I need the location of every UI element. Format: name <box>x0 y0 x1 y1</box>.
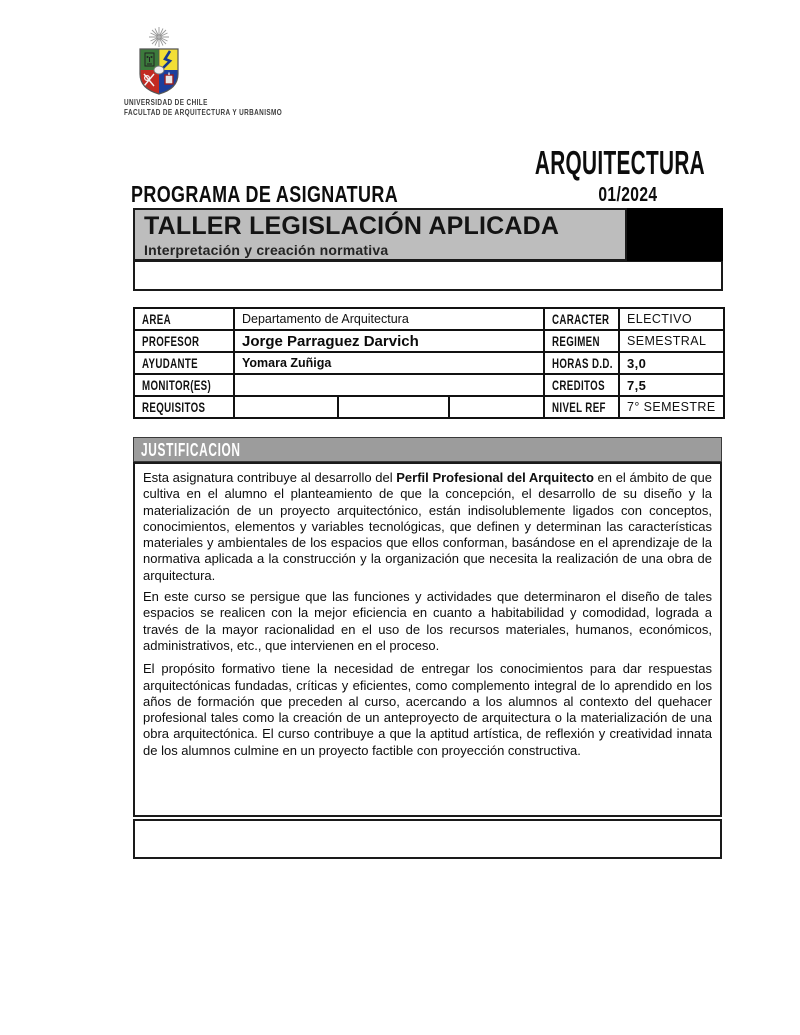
faculty-name: FACULTAD DE ARQUITECTURA Y URBANISMO <box>124 108 283 117</box>
creditos-label-cell: CREDITOS <box>544 374 619 396</box>
justification-header-bar <box>133 437 722 462</box>
table-row-profesor <box>134 330 724 352</box>
creditos-value-cell: 7,5 <box>619 374 724 396</box>
table-row-ayudante <box>134 352 724 374</box>
justification-paragraph-3: El propósito formativo tiene la necesidad de entregar los conocimientos para dar respuestas arquitectónicas fundadas, críticas y eficientes, como complemento integral de lo aprendido en los años de formación que preceden al curso, acercando a los alumnos al contexto del quehacer profesional tales como la creación de un anteproyecto de arquitectura o la materialización de una obra arquitectónica. El curso contribuye a que la aptitud artística, de reflexión y creatividad innata de los alumnos culmine en un proyecto factible con proyección constructiva. <box>143 661 712 758</box>
area-label-cell: AREA <box>134 308 234 330</box>
table-row-area <box>134 308 724 330</box>
area-value-cell: Departamento de Arquitectura <box>234 308 544 330</box>
career-title: ARQUITECTURA <box>534 144 705 181</box>
table-row-requisitos <box>134 396 724 418</box>
profesor-value-cell: Jorge Parraguez Darvich <box>234 330 544 352</box>
requisito-cell-3 <box>449 396 544 418</box>
university-crest-icon <box>128 26 190 96</box>
profesor-label-cell: PROFESOR <box>134 330 234 352</box>
course-title-box <box>133 208 627 261</box>
regimen-value-cell: SEMESTRAL <box>619 330 724 352</box>
requisito-cell-1 <box>234 396 338 418</box>
monitores-value-cell <box>234 374 544 396</box>
nivel-label-cell: NIVEL REF <box>544 396 619 418</box>
course-subtitle: Interpretación y creación normativa <box>144 242 389 258</box>
justification-paragraph-2: En este curso se persigue que las funciones y actividades que determinaron el diseño de tales espacios se realicen con la mejor eficiencia en cuanto a habitabilidad y comodidad, lograda a través de la mayor racionalidad en el uso de los recursos materiales, humanos, económicos, administrativos, etc., que intervienen en el proceso. <box>143 589 712 653</box>
horas-value-cell: 3,0 <box>619 352 724 374</box>
table-row-monitores <box>134 374 724 396</box>
justification-heading: JUSTIFICACION <box>141 440 241 460</box>
course-title: TALLER LEGISLACIÓN APLICADA <box>144 212 560 240</box>
university-logo <box>124 26 344 118</box>
caracter-value-cell: ELECTIVO <box>619 308 724 330</box>
black-code-box <box>627 208 723 261</box>
justification-paragraph-1: Esta asignatura contribuye al desarrollo del Perfil Profesional del Arquitecto en el ámbito de que cultiva en el alumno el planteamiento de que la concepción, el desarrollo de su diseño y la materialización de un proyecto arquitectónico, están indisolublemente ligados con conceptos, conocimientos, elementos y variables tecnológicas, que definen y determinan las características materiales y ambientales de los espacios que ellos conforman, basándose en el aprendizaje de la normativa aplicada a la construcción y la organización que necesita la realización de una obra de arquitectura. <box>143 470 712 583</box>
ayudante-value-cell: Yomara Zuñiga <box>234 352 544 374</box>
period-label: 01/2024 <box>598 184 658 206</box>
course-info-table <box>133 307 725 419</box>
program-title: PROGRAMA DE ASIGNATURA <box>131 181 399 207</box>
requisitos-label-cell: REQUISITOS <box>134 396 234 418</box>
caracter-label-cell: CARACTER <box>544 308 619 330</box>
empty-box-footer <box>133 819 722 859</box>
ayudante-label-cell: AYUDANTE <box>134 352 234 374</box>
requisito-cell-2 <box>338 396 449 418</box>
regimen-label-cell: REGIMEN <box>544 330 619 352</box>
university-name: UNIVERSIDAD DE CHILE <box>124 98 208 107</box>
bold-phrase: Perfil Profesional del Arquitecto <box>396 470 594 485</box>
monitores-label-cell: MONITOR(ES) <box>134 374 234 396</box>
nivel-value-cell: 7° SEMESTRE <box>619 396 724 418</box>
empty-box-under-title <box>133 261 723 291</box>
justification-body-box <box>133 462 722 817</box>
horas-label-cell: HORAS D.D. <box>544 352 619 374</box>
